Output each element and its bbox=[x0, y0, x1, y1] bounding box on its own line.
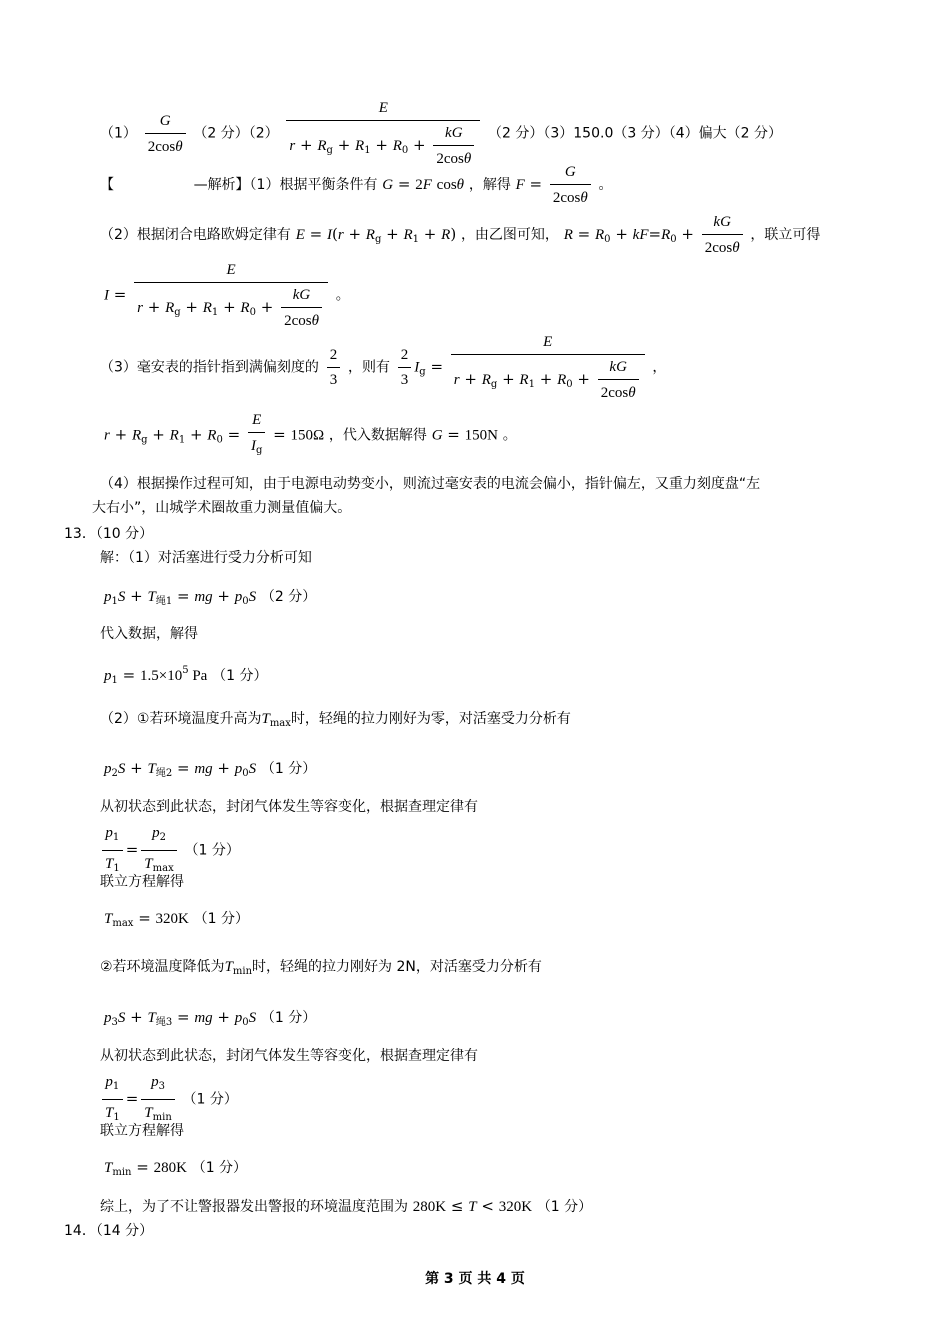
part4-line2: 大右小”，山城学术圈故重力测量值偏大。 bbox=[92, 500, 352, 516]
q14-header: 14．（14 分） bbox=[64, 1223, 154, 1239]
q13-l6a: ②若环境温度降低为 bbox=[100, 959, 225, 975]
q13-pt1-c: （1 分） bbox=[184, 842, 240, 859]
q13-eq4: $\frac{p_1}{T_1}$ = $\frac{p_2}{T_{max}}$ （1 分） bbox=[102, 822, 240, 879]
q13-eq5: $T_{max} = 320K$ （1 分） bbox=[104, 909, 250, 929]
q13-l5: 联立方程解得 bbox=[100, 874, 184, 890]
part2-line1: （2）根据闭合电路欧姆定律有 $E = I(r + R_g + R_1 + R)$ ，由乙图可知， $R = R_0 + kF=R_0$ + $\frac{kG}{2\cos\theta}$ ，联立可得 bbox=[100, 214, 821, 256]
q13-pt1-f: （1 分） bbox=[182, 1091, 238, 1108]
part2-line2: I = E $r + R_g + R_1 + R_0$ + $\frac{kG}{2\cos\theta}$ 。 bbox=[104, 262, 350, 329]
q13-eq6: $p_3S + T_{绳3}$ = mg + $p_0S$ （1 分） bbox=[104, 1008, 317, 1028]
q13-l7: 从初状态到此状态，封闭气体发生等容变化，根据查理定律有 bbox=[100, 1048, 478, 1064]
q13-l3b: 时，轻绳的拉力刚好为零，对活塞受力分析有 bbox=[290, 711, 571, 727]
q13-l6: ②若环境温度降低为$T_{min}$时，轻绳的拉力刚好为 2N，对活塞受力分析有 bbox=[100, 959, 542, 977]
analysis-bracket: 【 bbox=[100, 177, 114, 193]
q13-l2: 代入数据，解得 bbox=[100, 626, 198, 642]
part2-t4: 。 bbox=[335, 287, 350, 304]
answer-line bbox=[100, 98, 782, 169]
sub-rope2: 绳2 bbox=[155, 768, 173, 779]
sub-rope3: 绳3 bbox=[155, 1017, 173, 1028]
part2-t3: ，联立可得 bbox=[750, 227, 821, 243]
analysis-t3: 。 bbox=[598, 177, 613, 193]
analysis-1: 【 —解析】（1）根据平衡条件有 G = 2F cosθ ，解得 F = $\frac{G}{2\cos\theta}$ 。 bbox=[100, 164, 613, 206]
frac-Ig-expr: E $r + R_g + R_1 + R_0$ + $\frac{kG}{2\cos\theta}$ bbox=[451, 332, 645, 403]
part4-line1: （4）根据操作过程可知，由于电源电动势变小，则流过毫安表的电流会偏小，指针偏左，又重力刻度盘“左 bbox=[100, 476, 761, 492]
q13-pt1-a: （1 分） bbox=[212, 668, 268, 684]
q13-l4: 从初状态到此状态，封闭气体发生等容变化，根据查理定律有 bbox=[100, 799, 478, 815]
frac-current-expr: E $r + R_g + R_1 + R_0$ + $\frac{kG}{2\cos\theta}$ bbox=[286, 98, 480, 169]
part2-t1: （2）根据闭合电路欧姆定律有 bbox=[100, 227, 291, 243]
q13-l9: 综上，为了不让警报器发出警报的环境温度范围为 280K ≤ T < 320K （1 分） bbox=[100, 1197, 593, 1215]
q13-l3a: （2）①若环境温度升高为 bbox=[100, 711, 262, 727]
ans-rest: （2 分）（3）150.0（3 分）（4）偏大（2 分） bbox=[488, 125, 782, 142]
q13-eq3: $p_2S + T_{绳2}$ = mg + $p_0S$ （1 分） bbox=[104, 759, 317, 779]
q13-pt1-g: （1 分） bbox=[191, 1160, 248, 1176]
q13-l1: 解：（1）对活塞进行受力分析可知 bbox=[100, 550, 312, 566]
sub-rope1: 绳1 bbox=[155, 596, 173, 607]
q13-eq1: $p_1S + T_{绳1}$ = mg + $p_0S$ （2 分） bbox=[104, 587, 317, 607]
q13-pt2: （2 分） bbox=[260, 589, 317, 605]
frac-I-expr: E $r + R_g + R_1 + R_0$ + $\frac{kG}{2\cos\theta}$ bbox=[134, 260, 328, 331]
q13-header: 13．（10 分） bbox=[64, 526, 154, 542]
part2-t2: ，由乙图可知， bbox=[460, 227, 559, 243]
q13-l3: （2）①若环境温度升高为$T_{max}$时，轻绳的拉力刚好为零，对活塞受力分析有 bbox=[100, 711, 571, 729]
q13-l9-text: 综上，为了不让警报器发出警报的环境温度范围为 bbox=[100, 1199, 408, 1215]
page-footer: 第 3 页 共 4 页 bbox=[425, 1271, 525, 1287]
analysis-title: —解析】（1）根据平衡条件有 bbox=[193, 177, 378, 193]
q13-pt1-h: （1 分） bbox=[536, 1199, 593, 1215]
part3-line1: （3）毫安表的指针指到满偏刻度的 $\frac{2}{3}$ ，则有 $\frac{2}{3}$ $I_g$ = E $r + R_g + R_1 + R_0$ + $\frac{kG}{2\cos\theta}$ ， bbox=[100, 334, 667, 401]
ans-1-label: （1） bbox=[100, 125, 137, 142]
part3-line2: $r + R_g + R_1 + R_0$ = $\frac{E}{I_g}$ = 150Ω ，代入数据解得 G = 150N 。 bbox=[104, 410, 517, 461]
q13-eq2: $p_1 = 1.5\times 10^5$ Pa （1 分） bbox=[104, 665, 268, 686]
frac-G-2cos-b: $\frac{G}{2\cos\theta}$ bbox=[550, 162, 591, 208]
q13-eq7: $\frac{p_1}{T_1}$ = $\frac{p_3}{T_{min}}$ （1 分） bbox=[102, 1071, 238, 1128]
frac-G-over-2cos: $\frac{G}{2\cos\theta}$ bbox=[145, 111, 186, 157]
part3-t1: （3）毫安表的指针指到满偏刻度的 bbox=[100, 359, 319, 376]
ans-2-label: （2 分）（2） bbox=[193, 125, 279, 142]
analysis-t2: ，解得 bbox=[468, 177, 511, 193]
part3-t2: ，则有 bbox=[347, 359, 390, 376]
part3-t4: ，代入数据解得 bbox=[328, 427, 427, 444]
q13-pt1-b: （1 分） bbox=[260, 761, 317, 777]
part3-t5: 。 bbox=[502, 427, 517, 444]
q13-eq8: $T_{min} = 280K$ （1 分） bbox=[104, 1158, 248, 1178]
q13-l6b: 时，轻绳的拉力刚好为 2N，对活塞受力分析有 bbox=[252, 959, 542, 975]
q13-pt1-d: （1 分） bbox=[193, 911, 250, 927]
part3-t3: ， bbox=[652, 359, 667, 376]
q13-pt1-e: （1 分） bbox=[260, 1010, 317, 1026]
q13-l8: 联立方程解得 bbox=[100, 1123, 184, 1139]
